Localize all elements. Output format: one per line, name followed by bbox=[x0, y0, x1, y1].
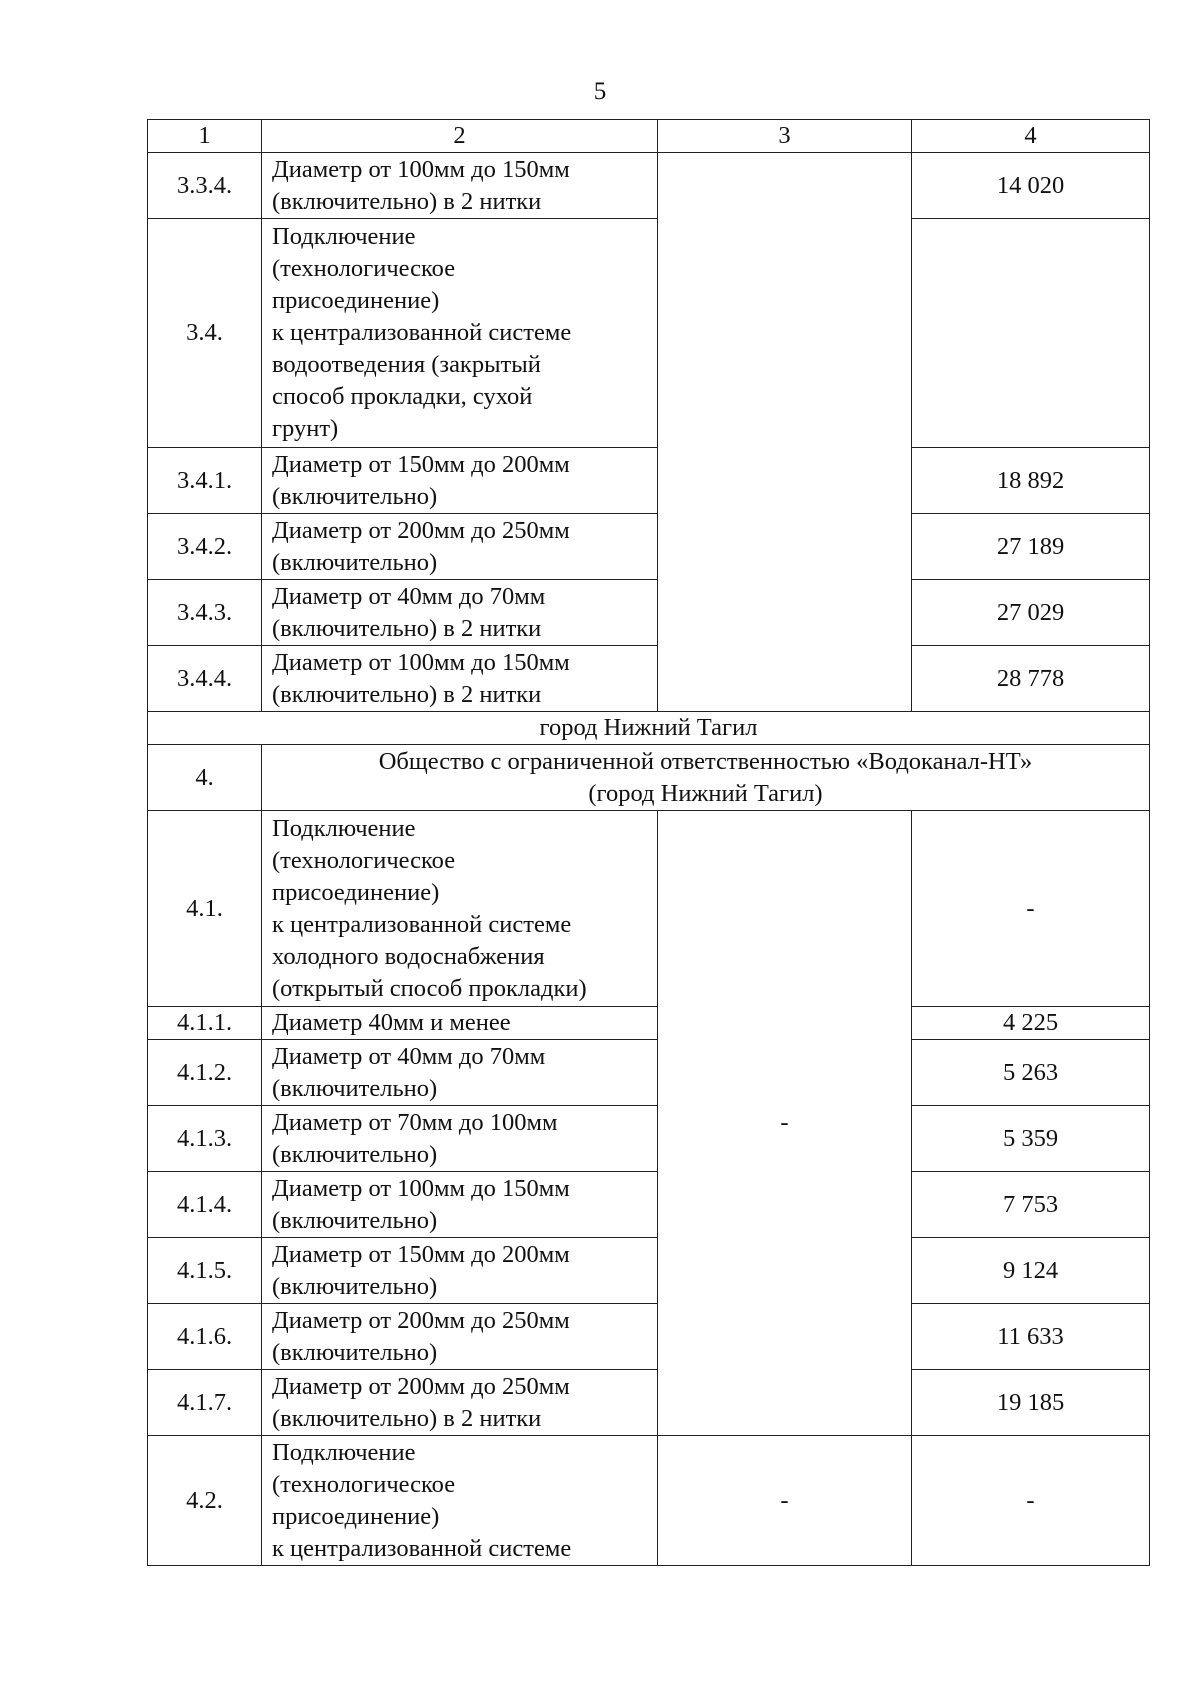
row-value: 27 029 bbox=[912, 580, 1150, 646]
row-number: 4.1.3. bbox=[148, 1106, 262, 1172]
tariff-table bbox=[147, 119, 1150, 1566]
table-row bbox=[148, 1238, 1150, 1304]
column-3-merged-cell: - bbox=[658, 811, 912, 1436]
row-description: Диаметр 40мм и менее bbox=[262, 1007, 658, 1040]
row-description: Подключение (технологическое присоединение) к централизованной системе холодного водоснабжения (открытый способ прокладки) bbox=[262, 811, 658, 1007]
row-number: 4. bbox=[148, 745, 262, 811]
row-value: 7 753 bbox=[912, 1172, 1150, 1238]
row-value: 19 185 bbox=[912, 1370, 1150, 1436]
row-number: 3.4.4. bbox=[148, 646, 262, 712]
row-description: Диаметр от 100мм до 150мм (включительно) в 2 нитки bbox=[262, 153, 658, 219]
table-row bbox=[148, 1007, 1150, 1040]
row-number: 4.1.1. bbox=[148, 1007, 262, 1040]
table-row bbox=[148, 811, 1150, 1007]
table-row bbox=[148, 448, 1150, 514]
row-value: 18 892 bbox=[912, 448, 1150, 514]
row-value: 9 124 bbox=[912, 1238, 1150, 1304]
table-row bbox=[148, 1172, 1150, 1238]
row-value: - bbox=[912, 811, 1150, 1007]
row-number: 4.1. bbox=[148, 811, 262, 1007]
row-description: Диаметр от 200мм до 250мм (включительно) bbox=[262, 1304, 658, 1370]
row-description: Диаметр от 100мм до 150мм (включительно) в 2 нитки bbox=[262, 646, 658, 712]
organization-row bbox=[148, 745, 1150, 811]
row-description: Диаметр от 200мм до 250мм (включительно) bbox=[262, 514, 658, 580]
organization-name: Общество с ограниченной ответственностью «Водоканал-НТ» (город Нижний Тагил) bbox=[262, 745, 1150, 811]
row-value: 14 020 bbox=[912, 153, 1150, 219]
table-row bbox=[148, 1370, 1150, 1436]
table-row bbox=[148, 153, 1150, 219]
row-description: Диаметр от 150мм до 200мм (включительно) bbox=[262, 448, 658, 514]
row-description: Диаметр от 100мм до 150мм (включительно) bbox=[262, 1172, 658, 1238]
row-number: 4.1.7. bbox=[148, 1370, 262, 1436]
row-value: 4 225 bbox=[912, 1007, 1150, 1040]
city-heading: город Нижний Тагил bbox=[148, 712, 1150, 745]
table-row bbox=[148, 646, 1150, 712]
row-number: 3.4.2. bbox=[148, 514, 262, 580]
row-number: 4.1.2. bbox=[148, 1040, 262, 1106]
row-number: 4.1.5. bbox=[148, 1238, 262, 1304]
row-value: 5 359 bbox=[912, 1106, 1150, 1172]
header-cell: 1 bbox=[148, 120, 262, 153]
table-row bbox=[148, 1436, 1150, 1566]
row-number: 4.1.4. bbox=[148, 1172, 262, 1238]
table-row bbox=[148, 219, 1150, 448]
table-row bbox=[148, 1040, 1150, 1106]
row-number: 3.3.4. bbox=[148, 153, 262, 219]
row-value: 11 633 bbox=[912, 1304, 1150, 1370]
row-number: 3.4.3. bbox=[148, 580, 262, 646]
row-number: 4.2. bbox=[148, 1436, 262, 1566]
row-description: Диаметр от 200мм до 250мм (включительно) в 2 нитки bbox=[262, 1370, 658, 1436]
header-cell: 4 bbox=[912, 120, 1150, 153]
table-header-row bbox=[148, 120, 1150, 153]
row-description: Диаметр от 150мм до 200мм (включительно) bbox=[262, 1238, 658, 1304]
table-row bbox=[148, 1106, 1150, 1172]
row-value: 27 189 bbox=[912, 514, 1150, 580]
row-column-3: - bbox=[658, 1436, 912, 1566]
row-value-empty bbox=[912, 219, 1150, 448]
row-number: 3.4.1. bbox=[148, 448, 262, 514]
row-number: 4.1.6. bbox=[148, 1304, 262, 1370]
row-description: Диаметр от 40мм до 70мм (включительно) в 2 нитки bbox=[262, 580, 658, 646]
row-description: Диаметр от 70мм до 100мм (включительно) bbox=[262, 1106, 658, 1172]
table-row bbox=[148, 1304, 1150, 1370]
column-3-merged-cell bbox=[658, 153, 912, 712]
row-description: Диаметр от 40мм до 70мм (включительно) bbox=[262, 1040, 658, 1106]
row-value: - bbox=[912, 1436, 1150, 1566]
table-row bbox=[148, 514, 1150, 580]
header-cell: 3 bbox=[658, 120, 912, 153]
row-description: Подключение (технологическое присоединение) к централизованной системе bbox=[262, 1436, 658, 1566]
row-value: 5 263 bbox=[912, 1040, 1150, 1106]
page-number: 5 bbox=[593, 78, 607, 105]
header-cell: 2 bbox=[262, 120, 658, 153]
row-number: 3.4. bbox=[148, 219, 262, 448]
table-row bbox=[148, 580, 1150, 646]
section-row bbox=[148, 712, 1150, 745]
row-description: Подключение (технологическое присоединение) к централизованной системе водоотведения (закрытый способ прокладки, сухой грунт) bbox=[262, 219, 658, 448]
row-value: 28 778 bbox=[912, 646, 1150, 712]
